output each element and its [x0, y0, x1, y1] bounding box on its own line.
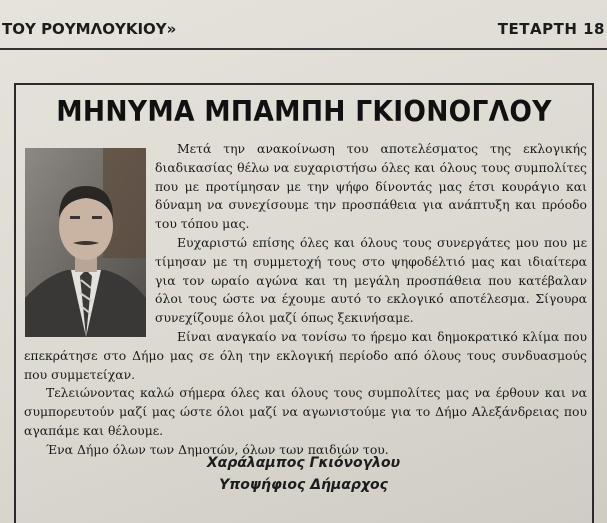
paragraph: Ένα Δήμο όλων των Δημοτών, όλων των παιδιών του. [46, 441, 389, 457]
signature-block [0, 452, 607, 496]
running-header [0, 20, 607, 42]
paragraph: Ευχαριστώ επίσης όλες και όλους τους συνεργάτες μου που με τίμησαν με τη συμμετοχή τους στο ψηφοδέλτιό μας και ιδιαίτερα για τον ωραίο αγώνα και τη μεγάλη προσπάθεια που κατέβαλαν όλοι τους ώστε να έχουμε αυτό το εκλογικό αποτέλεσμα. Σίγουρα συνεχίζουμε όλοι μαζί όπως ξεκινήσαμε. [155, 234, 587, 326]
paragraph: Μετά την ανακοίνωση του αποτελέσματος της εκλογικής διαδικασίας θέλω να ευχαριστήσω όλες και όλους τους συμπολίτες που με προτίμησαν με την ψήφο δίνοντάς μας έτσι κουράγιο και δύναμη να συνεχίσουμε την προσπάθεια για ανάπτυξη και πρόοδο του τόπου μας. [155, 141, 587, 232]
paragraph: Είναι αναγκαίο να τονίσω το ήρεμο και δημοκρατικό κλίμα που επεκράτησε στο Δήμο μας σε όλη την εκλογική περίοδο από όλους τους συνδυασμούς που συμμετείχαν. [24, 328, 587, 382]
header-date: ΤΕΤΑΡΤΗ 18 [497, 20, 605, 38]
header-rule [0, 48, 607, 50]
paragraph: Τελειώνοντας καλώ σήμερα όλες και όλους τους συμπολίτες μας να έρθουν και να συμπορευτούν μαζί μας ώστε όλοι μαζί να αγωνιστούμε για το Δήμο Αλεξάνδρειας που αγαπάμε και θέλουμε. [24, 385, 587, 438]
signature-name: Χαράλαμπος Γκιόνογλου [206, 455, 401, 471]
header-section-name: ΤΟΥ ΡΟΥΜΛΟΥΚΙΟΥ» [2, 20, 177, 38]
photo-spacer [24, 140, 155, 340]
article-body [24, 140, 587, 460]
signature-title: Υποψήφιος Δήμαρχος [219, 477, 388, 493]
article-headline: ΜΗΝΥΜΑ ΜΠΑΜΠΗ ΓΚΙΟΝΟΓΛΟΥ [56, 95, 552, 128]
